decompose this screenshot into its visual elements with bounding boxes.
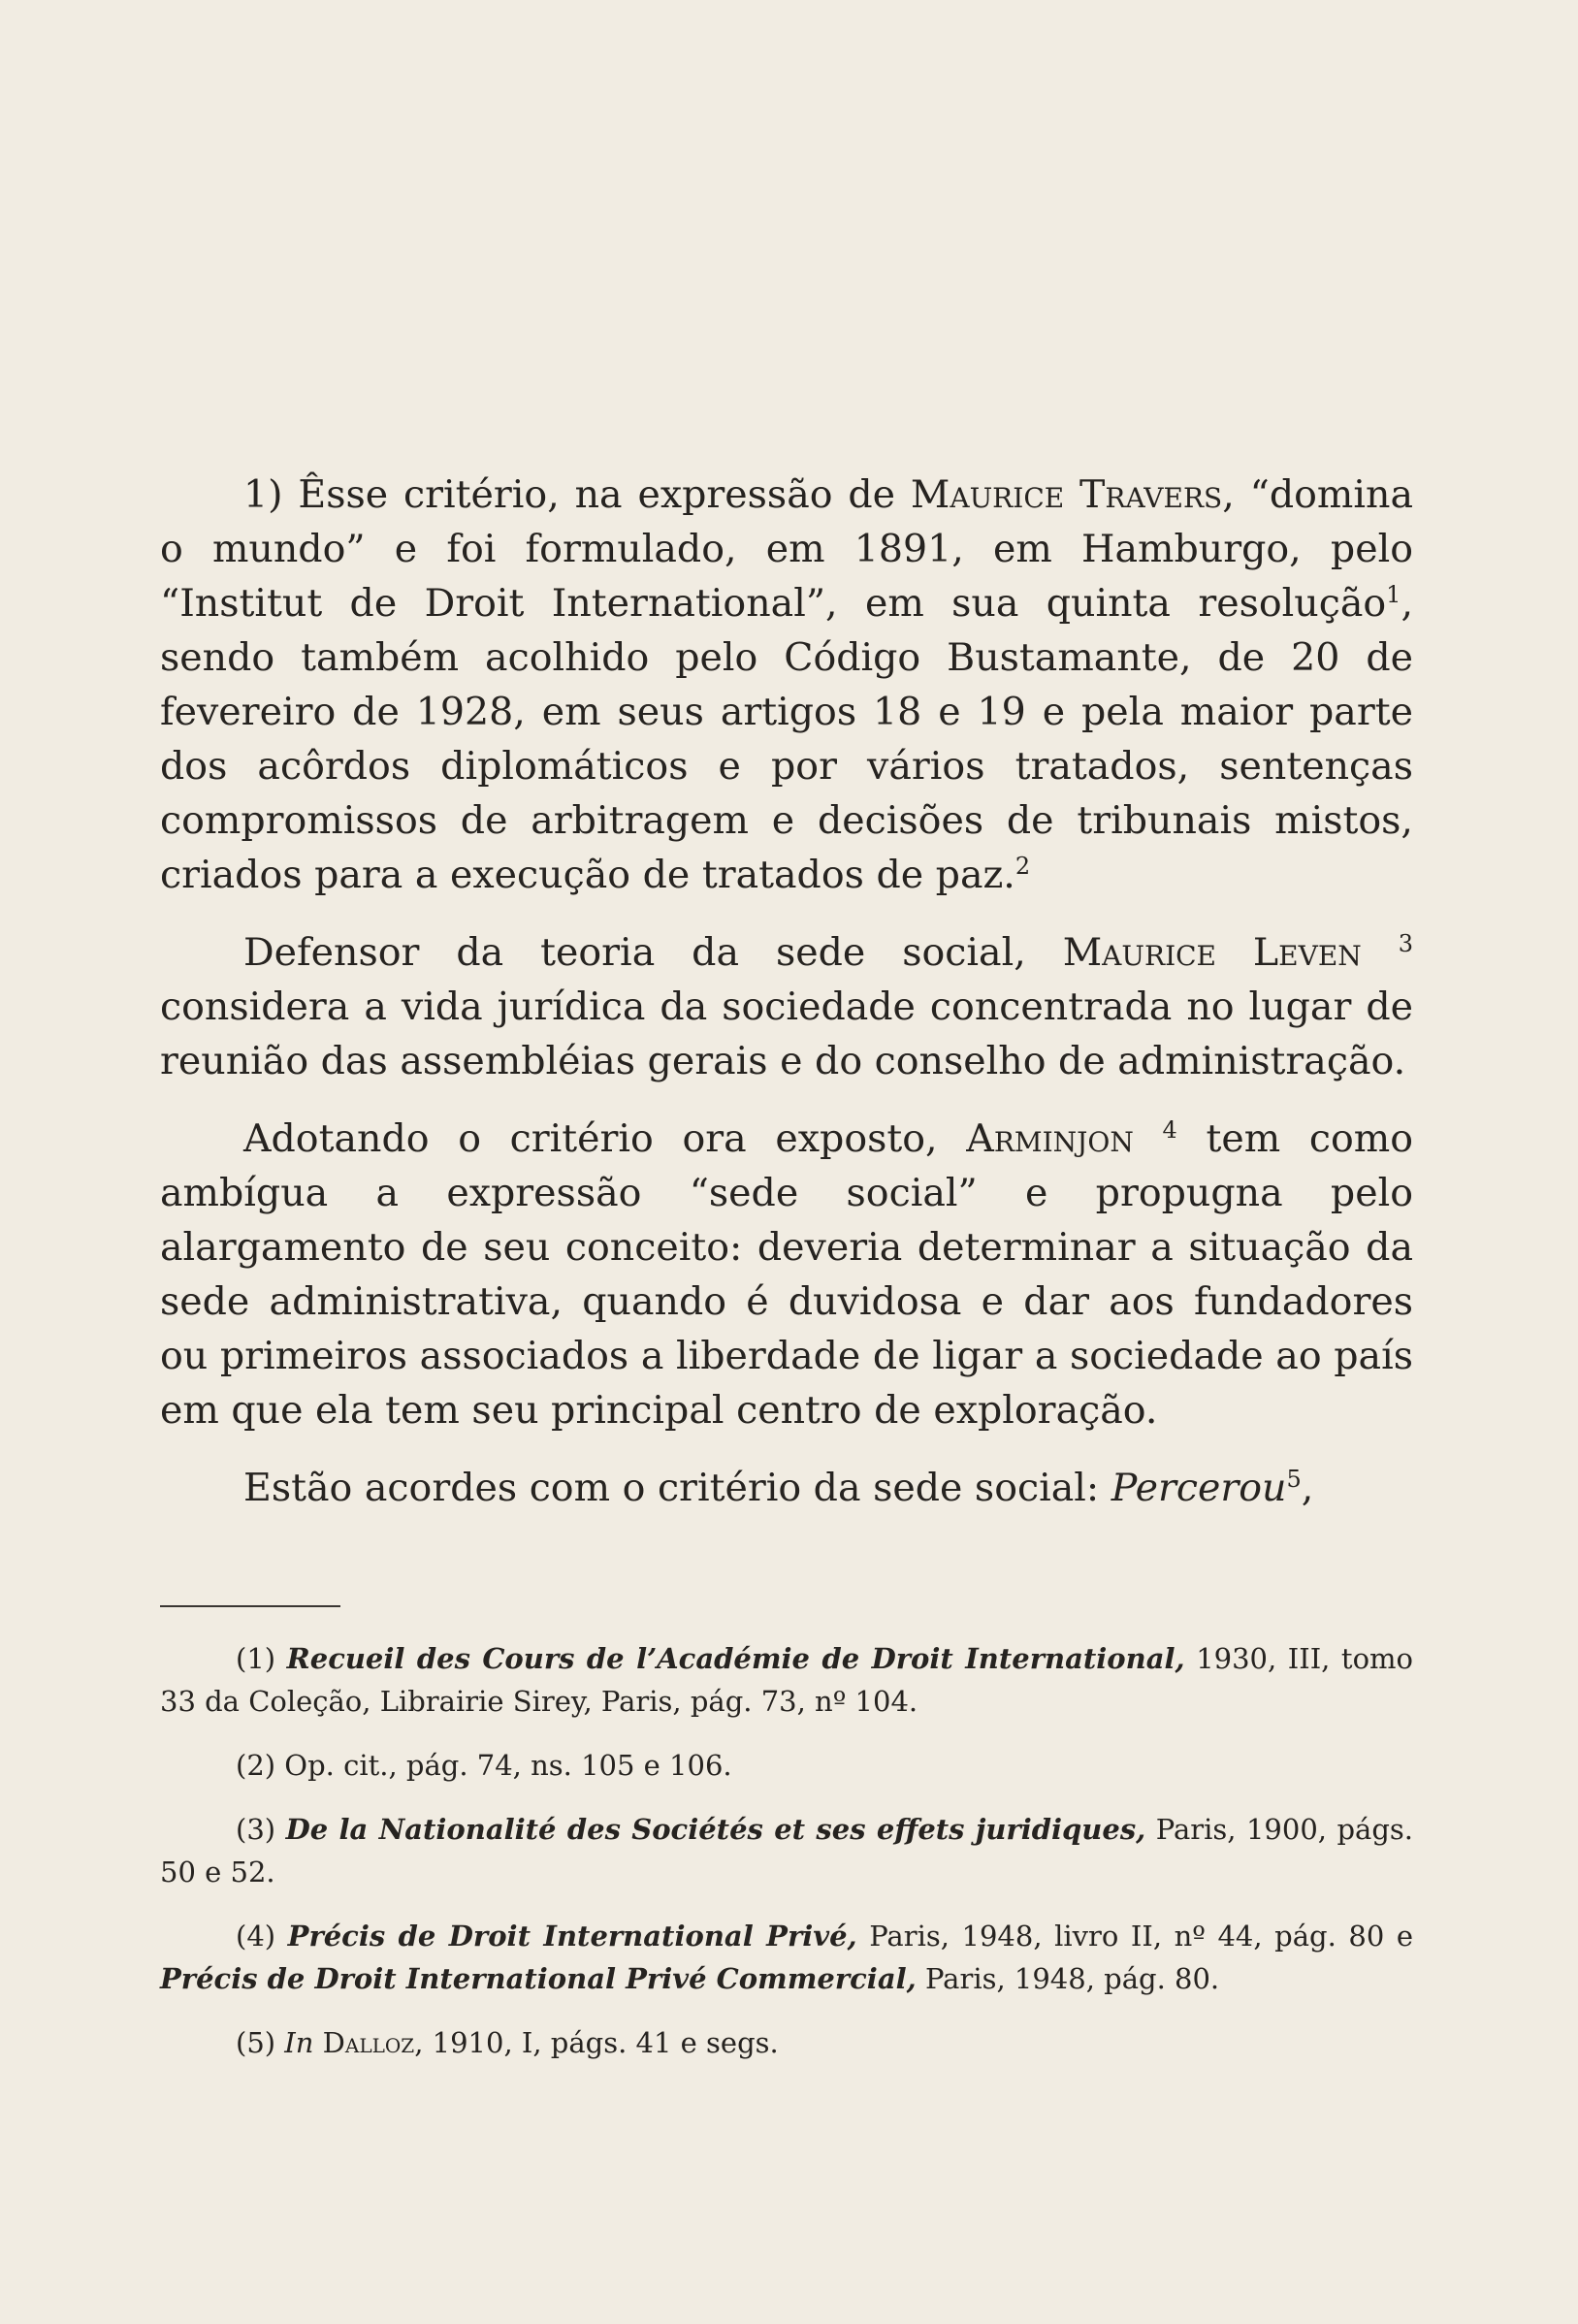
footnote-ref: 3	[1398, 929, 1413, 957]
footnote-ref: 4	[1162, 1115, 1177, 1144]
footnote-5: (5) In Dalloz, 1910, I, págs. 41 e segs.	[236, 2026, 779, 2059]
paragraph-2: Defensor da teoria da sede social, Maurice Leven $^3$ considera a vida jurídica da sociedade concentrada no lugar de reunião das assembléias gerais e do conselho de administração.	[160, 929, 1413, 1083]
footnote-divider	[160, 1605, 340, 1607]
author-name: Maurice Travers	[910, 472, 1223, 517]
footnote-1: (1) Recueil des Cours de l’Académie de Droit International, 1930, III, tomo 33 da Coleção, Librairie Sirey, Paris, pág. 73, nº 104.	[160, 1642, 1414, 1718]
paragraph-4: Estão acordes com o critério da sede social: Percerou$^5$,	[243, 1465, 1314, 1510]
author-name: Arminjon	[966, 1116, 1134, 1161]
author-name: Maurice Leven	[1062, 930, 1362, 975]
main-text	[160, 468, 1413, 1515]
footnote-4: (4) Précis de Droit International Privé, Paris, 1948, livro II, nº 44, pág. 80 e Précis de Droit International Privé Commercial, Paris, 1948, pág. 80.	[160, 1920, 1413, 1995]
paragraph-1: 1) Êsse critério, na expressão de Maurice Travers, “domina o mundo” e foi formulado, em 1891, em Hamburgo, pelo “Institut de Droit International”, em sua quinta resolução$^1$, sendo também acolhido pelo Código Bustamante, de 20 de fevereiro de 1928, em seus artigos 18 e 19 e pela maior parte dos acôrdos diplomáticos e por vários tratados, sentenças compromissos de arbitragem e decisões de tribunais mistos, criados para a execução de tratados de paz.$^2$	[160, 472, 1413, 897]
footnote-ref: 2	[1014, 852, 1031, 880]
footnote-2: (2) Op. cit., pág. 74, ns. 105 e 106.	[236, 1749, 732, 1782]
paragraph-3: Adotando o critério ora exposto, Arminjon $^4$ tem como ambígua a expressão “sede social” e propugna pelo alargamento de seu conceito: deveria determinar a situação da sede administrativa, quando é duvidosa e dar aos fundadores ou primeiros associados a liberdade de ligar a sociedade ao país em que ela tem seu principal centro de exploração.	[160, 1115, 1413, 1433]
footnote-ref: 1	[1386, 580, 1401, 608]
footnote-3: (3) De la Nationalité des Sociétés et ses effets juridiques, Paris, 1900, págs. 50 e 52.	[160, 1813, 1413, 1888]
footnotes	[160, 1637, 1413, 2085]
footnote-ref: 5	[1286, 1465, 1302, 1493]
author-name: Percerou	[1111, 1466, 1287, 1510]
